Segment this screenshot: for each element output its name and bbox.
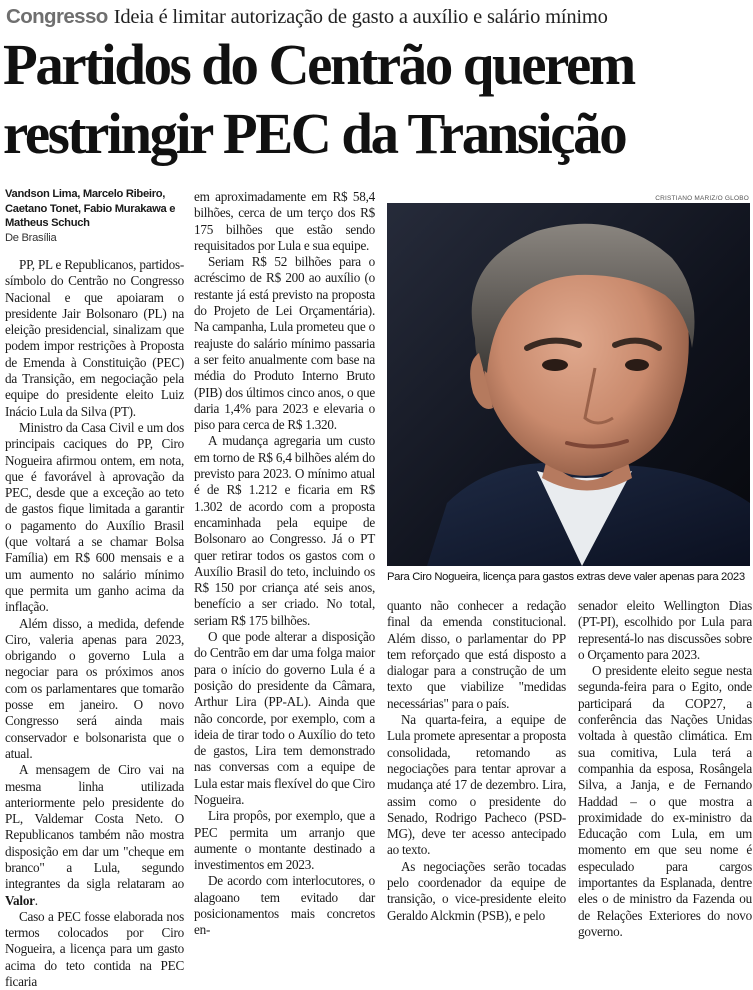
- photo-caption: Para Ciro Nogueira, licença para gastos extras deve valer apenas para 2023: [387, 571, 745, 583]
- paragraph: De acordo com interlocutores, o alagoano tem evitado dar posicionamentos mais concretos en-: [194, 873, 375, 938]
- paragraph: Além disso, a medida, defende Ciro, valeria apenas para 2023, obrigando o governo Lula a negociar para os próximos anos com os parlamentares que tomarão posse em janeiro. O novo Congresso será ainda mais conservador e bolsonarista que o atual.: [5, 615, 184, 761]
- section-label: Congresso: [6, 5, 108, 28]
- text-column-1: [5, 187, 184, 990]
- paragraph: Ministro da Casa Civil e um dos principais caciques do PP, Ciro Nogueira afirmou ontem, em nota, que é favorável à aprovação da PEC, desde que a exceção ao teto de gastos fique limitada a garantir o pagamento do Auxílio Brasil (que voltará a se chamar Bolsa Família) em R$ 600 mensais e a um aumento no salário mínimo que permita um ganho acima da inflação.: [5, 419, 184, 615]
- paragraph: quanto não conhecer a redação final da emenda constitucional. Além disso, o parlamentar do PP tem reforçado que está disposto a dialogar para a construção de um texto que viabilize "medidas necessárias" para o país.: [387, 598, 566, 711]
- paragraph-text: A mensagem de Ciro vai na mesma linha utilizada anteriormente pelo presidente do PL, Valdemar Costa Neto. O Republicanos também não mostra disposição em dar um "cheque em branco" a Lula, segundo integrantes da sigla relataram ao: [5, 762, 184, 892]
- paragraph: Lira propôs, por exemplo, que a PEC permita um arranjo que aumente o montante destinado a investimentos em 2023.: [194, 808, 375, 873]
- paragraph: PP, PL e Republicanos, partidos-símbolo do Centrão no Congresso Nacional e que apoiaram o presidente Jair Bolsonaro (PL) na eleição presidencial, sinalizam que podem impor restrições à Proposta de Emenda à Constituição (PEC) da Transição, em negociação pela equipe do presidente eleito Luiz Inácio Lula da Silva (PT).: [5, 257, 184, 419]
- paragraph: As negociações serão tocadas pelo coordenador da equipe de transição, o vice-presidente eleito Geraldo Alckmin (PSB), e pelo: [387, 858, 566, 923]
- paragraph: Caso a PEC fosse elaborada nos termos colocados por Ciro Nogueira, a licença para um gasto acima do teto contida na PEC ficaria: [5, 908, 184, 990]
- text-column-2: [194, 189, 375, 939]
- paragraph: em aproximadamente em R$ 58,4 bilhões, cerca de um terço dos R$ 175 bilhões que estão sendo requisitados por Lula e sua equipe.: [194, 189, 375, 253]
- byline: [5, 187, 184, 245]
- paragraph-text: .: [34, 892, 38, 908]
- byline-location: De Brasília: [5, 231, 57, 244]
- article-photo: [387, 203, 750, 566]
- text-column-3: [387, 598, 566, 924]
- photo-credit: CRISTIANO MARIZ/O GLOBO: [655, 195, 749, 202]
- headline-line-2: restringir PEC da Transição: [3, 101, 626, 166]
- text-column-4: [578, 598, 752, 940]
- headline: [3, 30, 738, 168]
- deck-line: Ideia é limitar autorização de gasto a auxílio e salário mínimo: [113, 6, 608, 28]
- paragraph: Na quarta-feira, a equipe de Lula promete apresentar a proposta consolidada, retomando as negociações para tentar aprovar a mudança até 17 de dezembro. Lira, assim como o presidente do Senado, Rodrigo Pacheco (PSD-MG), deve ter acesso antecipado ao texto.: [387, 712, 566, 858]
- paragraph: O que pode alterar a disposição do Centrão em dar uma folga maior para o início do governo Lula é a posição do presidente da Câmara, Arthur Lira (PP-AL). Ainda que não concorde, por exemplo, com a ideia de tirar todo o Auxílio do teto de gastos, Lira tem demonstrado nas conversas com a equipe de Lula estar mais flexível do que Ciro Nogueira.: [194, 629, 375, 807]
- paragraph: A mudança agregaria um custo em torno de R$ 6,4 bilhões além do previsto para 2023. O mínimo atual é de R$ 1.212 e ficaria em R$ 1.302 de acordo com a proposta encaminhada pela equipe de Bolsonaro ao Congresso. Já o PT quer retirar todos os gastos com o Auxílio Brasil do teto, incluindo os R$ 150 por criança até seis anos, benefício a ser criado. No total, seriam R$ 175 bilhões.: [194, 433, 375, 628]
- paragraph: senador eleito Wellington Dias (PT-PI), escolhido por Lula para representá-lo nas discussões sobre o Orçamento para 2023.: [578, 598, 752, 662]
- byline-authors: Vandson Lima, Marcelo Ribeiro, Caetano Tonet, Fabio Murakawa e Matheus Schuch: [5, 188, 176, 229]
- portrait-illustration: [387, 203, 750, 566]
- publication-name: Valor: [5, 892, 35, 908]
- headline-line-1: Partidos do Centrão querem: [3, 32, 634, 97]
- paragraph: O presidente eleito segue nesta segunda-feira para o Egito, onde participará da COP27, a conferência das Nações Unidas voltada à questão climática. Em sua comitiva, Lula terá a companhia da esposa, Rosângela Silva, a Janja, e de Fernando Haddad – o que mostra a proximidade do ex-ministro da Educação com Lula, em um momento em que seu nome é especulado para cargos importantes da Esplanada, dentre eles o de ministro da Fazenda ou de Relações Exteriores do novo governo.: [578, 663, 752, 939]
- paragraph: Seriam R$ 52 bilhões para o acréscimo de R$ 200 ao auxílio (o restante já está previsto na proposta do Projeto de Lei Orçamentária). Na campanha, Lula prometeu que o reajuste do salário mínimo passaria a ser feito anualmente com base na média do Produto Interno Bruto (PIB) dos últimos cinco anos, o que daria 1,4% para 2023 e elevaria o piso para cerca de R$ 1.320.: [194, 254, 375, 433]
- kicker: [6, 4, 751, 30]
